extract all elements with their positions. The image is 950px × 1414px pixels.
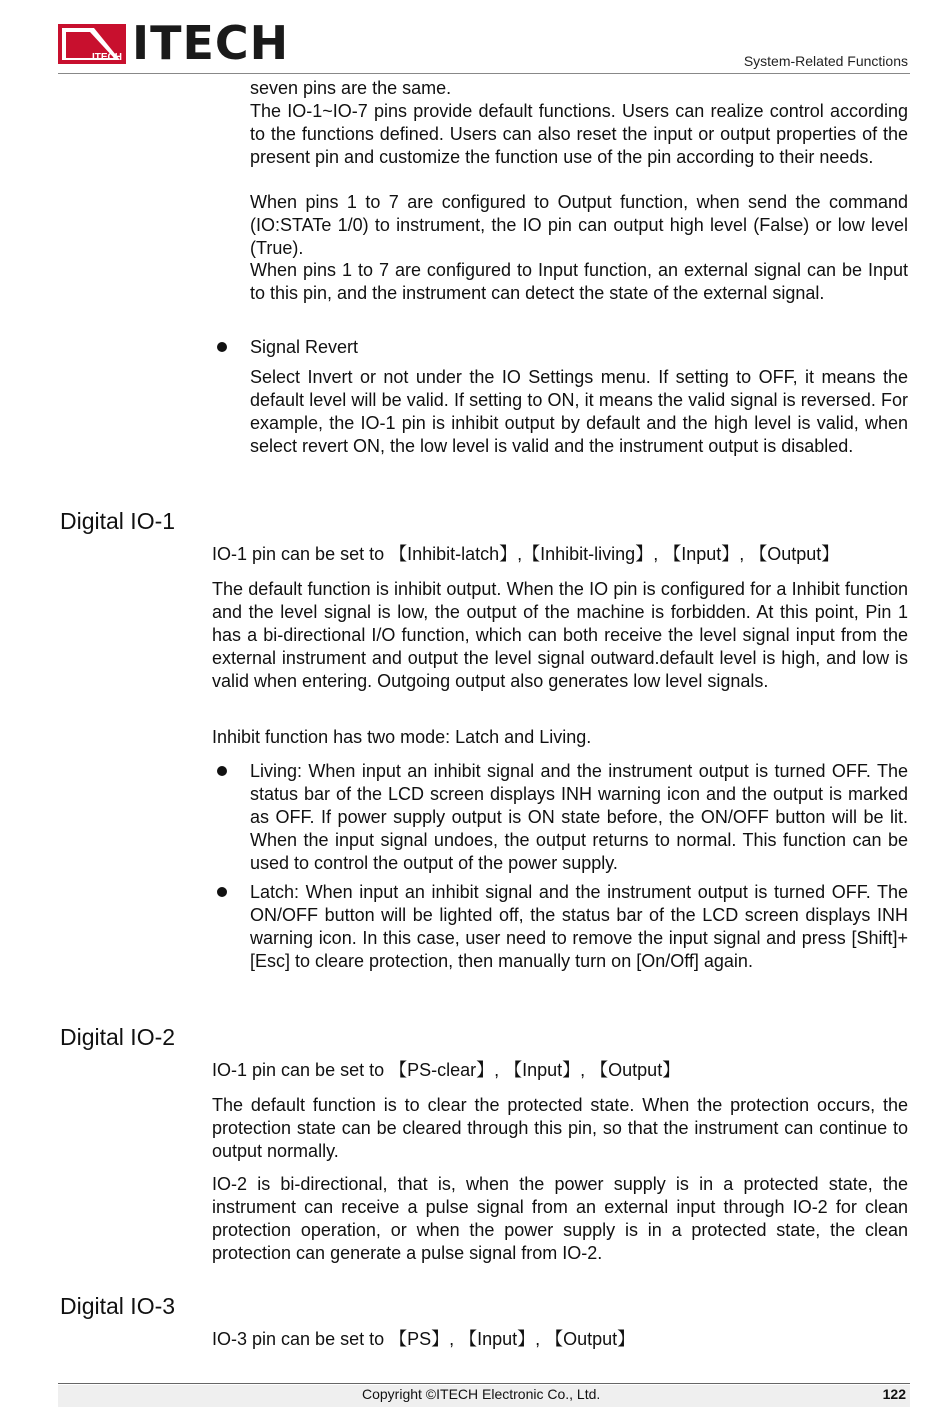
heading-digital-io-1: Digital IO-1 [60, 508, 176, 534]
io2-paragraph-2: IO-2 is bi-directional, that is, when the power supply is in a protected state, the instrument can receive a pulse signal from an external input through IO-2 for clean protection operation, or when the power supply is in a protected state, the clean protection can generate a pulse signal from IO-2. [212, 1174, 908, 1263]
heading-digital-io-3: Digital IO-3 [60, 1293, 176, 1319]
bullet-icon [217, 342, 227, 352]
signal-revert-title: Signal Revert [250, 337, 359, 357]
io1-paragraph-1: The default function is inhibit output. When the IO pin is configured for a Inhibit function and the level signal is low, the output of the machine is forbidden. At this point, Pin 1 has a bi-directional I/O function, which can both receive the level signal input from the external instrument and output the level signal outward.default level is high, and low is valid when entering. Outgoing output also generates low level signals. [212, 579, 908, 691]
section-title: System-Related Functions [743, 53, 908, 69]
bullet-icon [217, 887, 227, 897]
itech-logo [58, 16, 298, 70]
intro-paragraph-3: When pins 1 to 7 are configured to Output function, when send the command (IO:STATe 1/0) to instrument, the IO pin can output high level (False) or low level (True). [250, 192, 908, 258]
intro-paragraph-1: seven pins are the same. [250, 78, 452, 98]
io3-settings: IO-3 pin can be set to 【PS】, 【Input】, 【Output】 [212, 1329, 636, 1349]
intro-paragraph-2: The IO-1~IO-7 pins provide default functions. Users can realize control according to the functions defined. Users can also reset the input or output properties of the present pin and customize the function use of the pin according to their needs. [250, 101, 908, 167]
io1-settings: IO-1 pin can be set to 【Inhibit-latch】,【Inhibit-living】, 【Input】, 【Output】 [212, 544, 840, 564]
io1-latch-mode: Latch: When input an inhibit signal and the instrument output is turned OFF. The ON/OFF button will be lighted off, the status bar of the LCD screen displays INH warning icon. In this case, user need to remove the input signal and press [Shift]+[Esc] to cleare protection, then manually turn on [On/Off] again. [250, 882, 908, 971]
copyright-text: Copyright ©ITECH Electronic Co., Ltd. [362, 1386, 601, 1402]
signal-revert-body: Select Invert or not under the IO Settings menu. If setting to OFF, it means the default level will be valid. If setting to ON, it means the valid signal is reversed. For example, the IO-1 pin is inhibit output by default and the high level is valid, when select revert ON, the low level is valid and the instrument output is disabled. [250, 367, 908, 456]
io1-living-mode: Living: When input an inhibit signal and the instrument output is turned OFF. The status bar of the LCD screen displays INH warning icon and the output is marked as OFF. If power supply output is ON state before, the ON/OFF button will be lit. When the input signal undoes, the output returns to normal. This function can be used to control the output of the power supply. [250, 761, 908, 873]
footer-divider [58, 1383, 910, 1384]
logo-mark-text: ITECH [92, 52, 122, 63]
io2-paragraph-1: The default function is to clear the protected state. When the protection occurs, the protection state can be cleared through this pin, so that the instrument can continue to output normally. [212, 1095, 908, 1161]
logo-mark-icon [58, 24, 126, 64]
header-divider [58, 73, 910, 74]
io2-settings: IO-1 pin can be set to 【PS-clear】, 【Input】, 【Output】 [212, 1060, 681, 1080]
page-number: 122 [882, 1386, 906, 1402]
io1-paragraph-2: Inhibit function has two mode: Latch and Living. [212, 727, 592, 747]
intro-paragraph-4: When pins 1 to 7 are configured to Input function, an external signal can be Input to this pin, and the instrument can detect the state of the external signal. [250, 260, 908, 303]
bullet-icon [217, 766, 227, 776]
heading-digital-io-2: Digital IO-2 [60, 1024, 176, 1050]
logo-text: ITECH [132, 16, 290, 70]
